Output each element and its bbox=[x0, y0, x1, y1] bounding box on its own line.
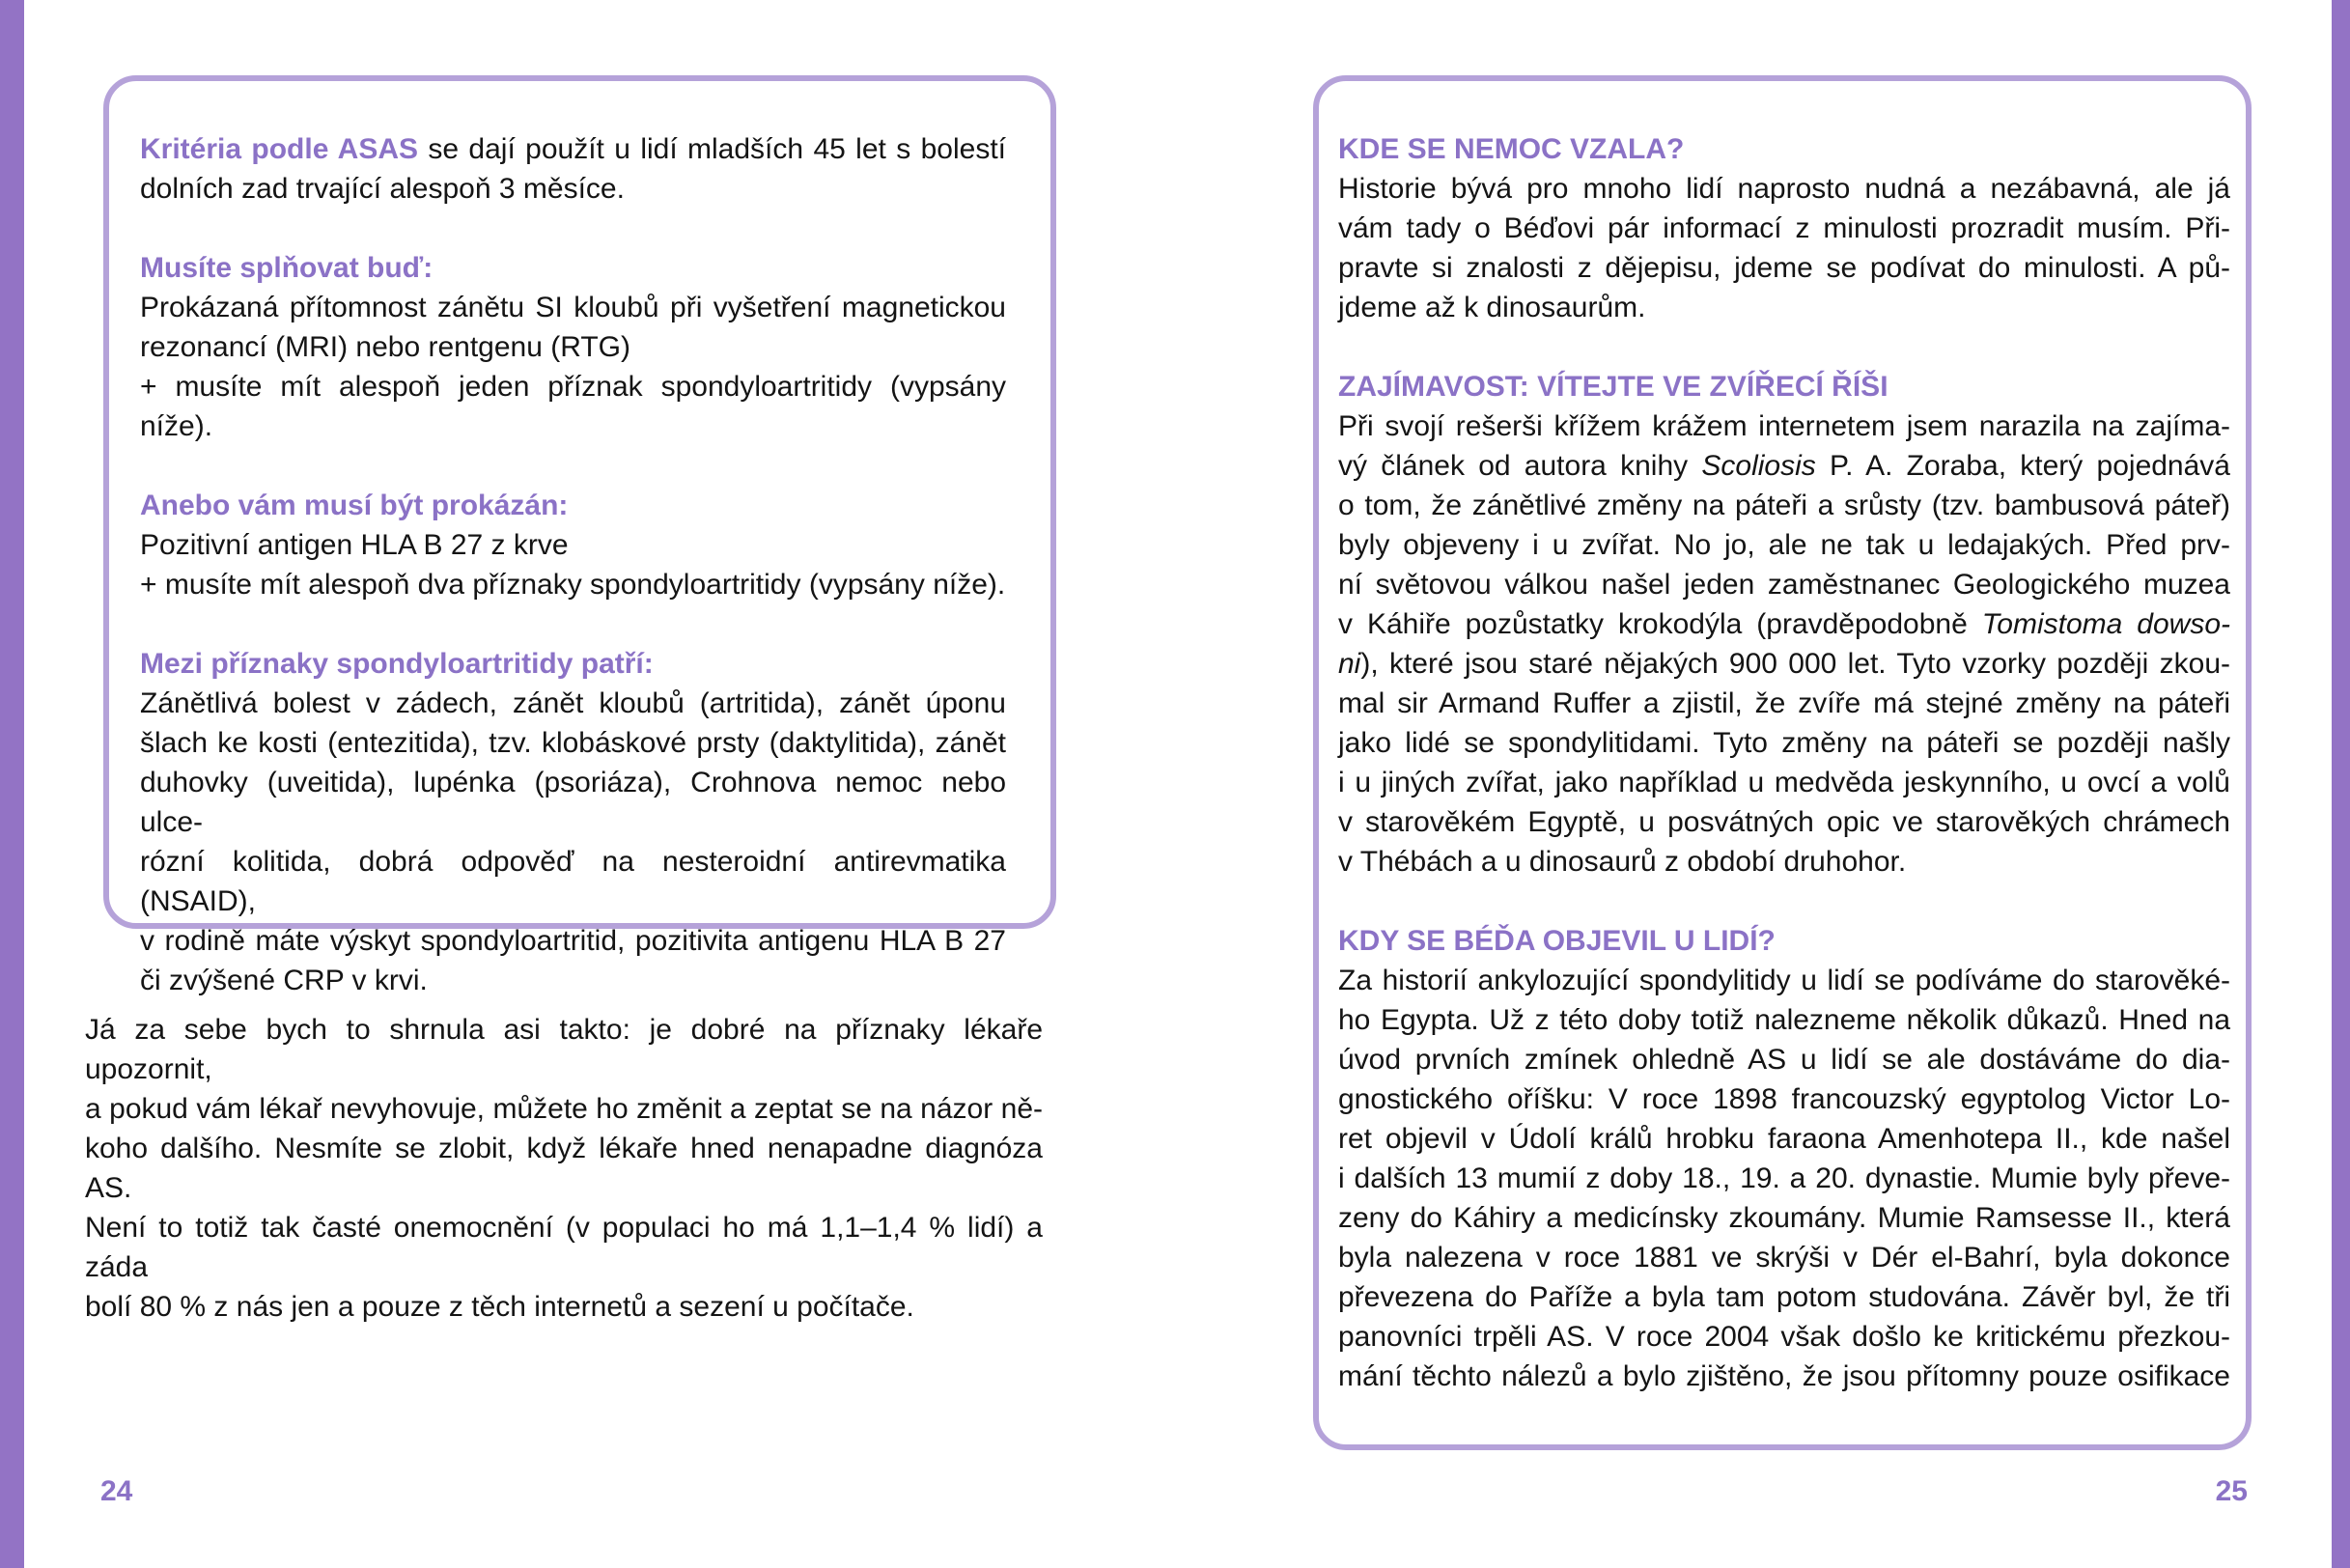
text-segment: zeny do Káhiry a medicínsky zkoumány. Mumie Ramsesse II., která bbox=[1338, 1202, 2230, 1234]
text-line bbox=[1338, 169, 2230, 209]
history-origin-section bbox=[1338, 129, 2230, 327]
text-line bbox=[140, 367, 1006, 446]
text-line bbox=[140, 169, 1006, 209]
text-line bbox=[140, 129, 1006, 169]
text-line bbox=[140, 525, 1006, 565]
text-line bbox=[85, 1089, 1043, 1129]
paragraph bbox=[140, 525, 1006, 604]
text-line bbox=[1338, 565, 2230, 604]
text-segment: Tomistoma dowso- bbox=[1981, 608, 2230, 640]
text-segment: koho dalšího. Nesmíte se zlobit, když lékaře hned nenapadne diagnóza AS. bbox=[85, 1133, 1043, 1204]
text-line bbox=[1338, 684, 2230, 723]
section-heading: Anebo vám musí být prokázán: bbox=[140, 490, 569, 521]
text-line bbox=[1338, 1198, 2230, 1238]
paragraph bbox=[140, 288, 1006, 446]
section-heading: Musíte splňovat buď: bbox=[140, 252, 434, 284]
text-segment: o tom, že zánětlivé změny na páteři a srůsty (tzv. bambusová páteř) bbox=[1338, 490, 2230, 521]
text-segment: jdeme až k dinosaurům. bbox=[1338, 292, 1646, 323]
text-line bbox=[140, 921, 1006, 961]
text-segment: mání těchto nálezů a bylo zjištěno, že jsou přítomny pouze osifikace bbox=[1338, 1360, 2230, 1392]
text-line bbox=[1338, 1159, 2230, 1198]
paragraph bbox=[1338, 406, 2230, 882]
text-segment: v starověkém Egyptě, u posvátných opic ve starověkých chrámech bbox=[1338, 806, 2230, 838]
text-line bbox=[1338, 1040, 2230, 1079]
right-edge-bar bbox=[2332, 0, 2350, 1568]
text-segment: Prokázaná přítomnost zánětu SI kloubů při vyšetření magnetickou bbox=[140, 292, 1006, 323]
text-line bbox=[140, 723, 1006, 763]
text-line bbox=[1338, 1357, 2230, 1396]
text-line bbox=[1338, 723, 2230, 763]
text-segment: v rodině máte výskyt spondyloartritid, pozitivita antigenu HLA B 27 bbox=[140, 925, 1006, 957]
text-line bbox=[1338, 525, 2230, 565]
history-humans-section bbox=[1338, 921, 2230, 1396]
text-segment: v Káhiře pozůstatky krokodýla (pravděpodobně bbox=[1338, 608, 1982, 640]
text-segment: byla nalezena v roce 1881 ve skrýši v Dér el-Bahrí, byla dokonce bbox=[1338, 1242, 2230, 1274]
text-line bbox=[140, 684, 1006, 723]
text-segment: + musíte mít alespoň jeden příznak spondyloartritidy (vypsány níže). bbox=[140, 371, 1006, 442]
paragraph bbox=[140, 684, 1006, 1000]
text-line bbox=[1338, 209, 2230, 248]
text-line bbox=[1338, 1277, 2230, 1317]
text-segment: či zvýšené CRP v krvi. bbox=[140, 965, 428, 996]
text-line bbox=[1338, 446, 2230, 486]
text-line bbox=[1338, 486, 2230, 525]
text-line bbox=[140, 961, 1006, 1000]
text-segment: vám tady o Béďovi pár informací z minulosti prozradit musím. Při- bbox=[1338, 212, 2230, 244]
paragraph bbox=[140, 129, 1006, 209]
paragraph bbox=[1338, 961, 2230, 1396]
text-segment: ret objevil v Údolí králů hrobku faraona Amenhotepa II., kde našel bbox=[1338, 1123, 2230, 1155]
text-segment: bolí 80 % z nás jen a pouze z těch internetů a sezení u počítače. bbox=[85, 1291, 914, 1323]
text-segment: rózní kolitida, dobrá odpověď na nesteroidní antirevmatika (NSAID), bbox=[140, 846, 1006, 917]
text-segment: + musíte mít alespoň dva příznaky spondyloartritidy (vypsány níže). bbox=[140, 569, 1006, 601]
text-segment: ni bbox=[1338, 648, 1361, 680]
page-number-left: 24 bbox=[100, 1475, 133, 1507]
text-segment: ní světovou válkou našel jeden zaměstnanec Geologického muzea bbox=[1338, 569, 2230, 601]
text-line bbox=[85, 1129, 1043, 1208]
text-segment: Není to totiž tak časté onemocnění (v populaci ho má 1,1–1,4 % lidí) a záda bbox=[85, 1212, 1043, 1283]
text-segment: Scoliosis bbox=[1701, 450, 1816, 482]
criteria-intro-section bbox=[140, 129, 1006, 209]
text-segment: duhovky (uveitida), lupénka (psoriáza), Crohnova nemoc nebo ulce- bbox=[140, 767, 1006, 838]
text-segment: a pokud vám lékař nevyhovuje, můžete ho změnit a zeptat se na názor ně- bbox=[85, 1093, 1043, 1125]
text-line bbox=[85, 1208, 1043, 1287]
text-segment: Já za sebe bych to shrnula asi takto: je dobré na příznaky lékaře upozornit, bbox=[85, 1014, 1043, 1085]
section-heading: ZAJÍMAVOST: VÍTEJTE VE ZVÍŘECÍ ŘÍŠI bbox=[1338, 371, 1888, 403]
section-heading: KDE SE NEMOC VZALA? bbox=[1338, 133, 1685, 165]
text-line bbox=[85, 1010, 1043, 1089]
text-segment: gnostického oříšku: V roce 1898 francouzský egyptolog Victor Lo- bbox=[1338, 1083, 2230, 1115]
section-heading: Mezi příznaky spondyloartritidy patří: bbox=[140, 648, 654, 680]
text-segment: vý článek od autora knihy bbox=[1338, 450, 1702, 482]
text-segment: Při svojí rešerši křížem krážem internetem jsem narazila na zajíma- bbox=[1338, 410, 2230, 442]
text-line bbox=[1338, 961, 2230, 1000]
text-segment: panovníci trpěli AS. V roce 2004 však došlo ke kritickému přezkou- bbox=[1338, 1321, 2230, 1353]
text-segment: rezonancí (MRI) nebo rentgenu (RTG) bbox=[140, 331, 630, 363]
text-segment: šlach ke kosti (entezitida), tzv. klobáskové prsty (daktylitida), zánět bbox=[140, 727, 1006, 759]
left-edge-bar bbox=[0, 0, 24, 1568]
text-line bbox=[1338, 842, 2230, 882]
text-line bbox=[140, 842, 1006, 921]
history-animals-section bbox=[1338, 367, 2230, 882]
text-line bbox=[1338, 1317, 2230, 1357]
criteria-either-section bbox=[140, 248, 1006, 446]
history-box bbox=[1313, 75, 2252, 1450]
text-segment: Zánětlivá bolest v zádech, zánět kloubů (artritida), zánět úponu bbox=[140, 687, 1006, 719]
text-line bbox=[1338, 1238, 2230, 1277]
summary-paragraph bbox=[85, 1010, 1043, 1327]
paragraph bbox=[1338, 169, 2230, 327]
text-segment: Za historií ankylozující spondylitidy u lidí se podíváme do starověké- bbox=[1338, 965, 2230, 996]
section-heading: KDY SE BÉĎA OBJEVIL U LIDÍ? bbox=[1338, 925, 1776, 957]
text-segment: jako lidé se spondylitidami. Tyto změny na páteři se později našly bbox=[1338, 727, 2230, 759]
text-line bbox=[140, 763, 1006, 842]
text-segment: dolních zad trvající alespoň 3 měsíce. bbox=[140, 173, 625, 205]
text-segment: P. A. Zoraba, který pojednává bbox=[1815, 450, 2230, 482]
text-segment: mal sir Armand Ruffer a zjistil, že zvíře má stejné změny na páteři bbox=[1338, 687, 2230, 719]
text-line bbox=[1338, 802, 2230, 842]
text-segment: pravte si znalosti z dějepisu, jdeme se podívat do minulosti. A pů- bbox=[1338, 252, 2230, 284]
text-segment: převezena do Paříže a byla tam potom studována. Závěr byl, že tři bbox=[1338, 1281, 2230, 1313]
text-line bbox=[85, 1287, 1043, 1327]
asas-criteria-box bbox=[103, 75, 1056, 996]
text-segment: úvod prvních zmínek ohledně AS u lidí se ale dostáváme do dia- bbox=[1338, 1044, 2230, 1076]
text-line bbox=[140, 565, 1006, 604]
text-segment: Kritéria podle ASAS bbox=[140, 133, 419, 165]
text-line bbox=[1338, 1000, 2230, 1040]
criteria-or-section bbox=[140, 486, 1006, 604]
text-segment: ), které jsou staré nějakých 900 000 let. Tyto vzorky později zkou- bbox=[1360, 648, 2230, 680]
text-segment: i u jiných zvířat, jako například u medvěda jeskynního, u ovcí a volů bbox=[1338, 767, 2230, 798]
text-line bbox=[1338, 1119, 2230, 1159]
text-segment: Historie bývá pro mnoho lidí naprosto nudná a nezábavná, ale já bbox=[1338, 173, 2230, 205]
text-segment: byly objeveny i u zvířat. No jo, ale ne tak u ledajakých. Před prv- bbox=[1338, 529, 2230, 561]
text-line bbox=[1338, 644, 2230, 684]
text-line bbox=[1338, 248, 2230, 288]
text-line bbox=[1338, 763, 2230, 802]
page-number-right: 25 bbox=[2215, 1475, 2248, 1507]
text-line bbox=[140, 327, 1006, 367]
text-line bbox=[1338, 406, 2230, 446]
text-segment: se dají použít u lidí mladších 45 let s bolestí bbox=[418, 133, 1006, 165]
text-segment: v Thébách a u dinosaurů z období druhohor. bbox=[1338, 846, 1907, 878]
text-segment: i dalších 13 mumií z doby 18., 19. a 20. dynastie. Mumie byly převe- bbox=[1338, 1162, 2230, 1194]
text-line bbox=[1338, 604, 2230, 644]
text-line bbox=[1338, 1079, 2230, 1119]
text-segment: Pozitivní antigen HLA B 27 z krve bbox=[140, 529, 569, 561]
text-line bbox=[140, 288, 1006, 327]
text-line bbox=[1338, 288, 2230, 327]
text-segment: ho Egypta. Už z této doby totiž nalezneme několik důkazů. Hned na bbox=[1338, 1004, 2230, 1036]
criteria-symptoms-section bbox=[140, 644, 1006, 1000]
